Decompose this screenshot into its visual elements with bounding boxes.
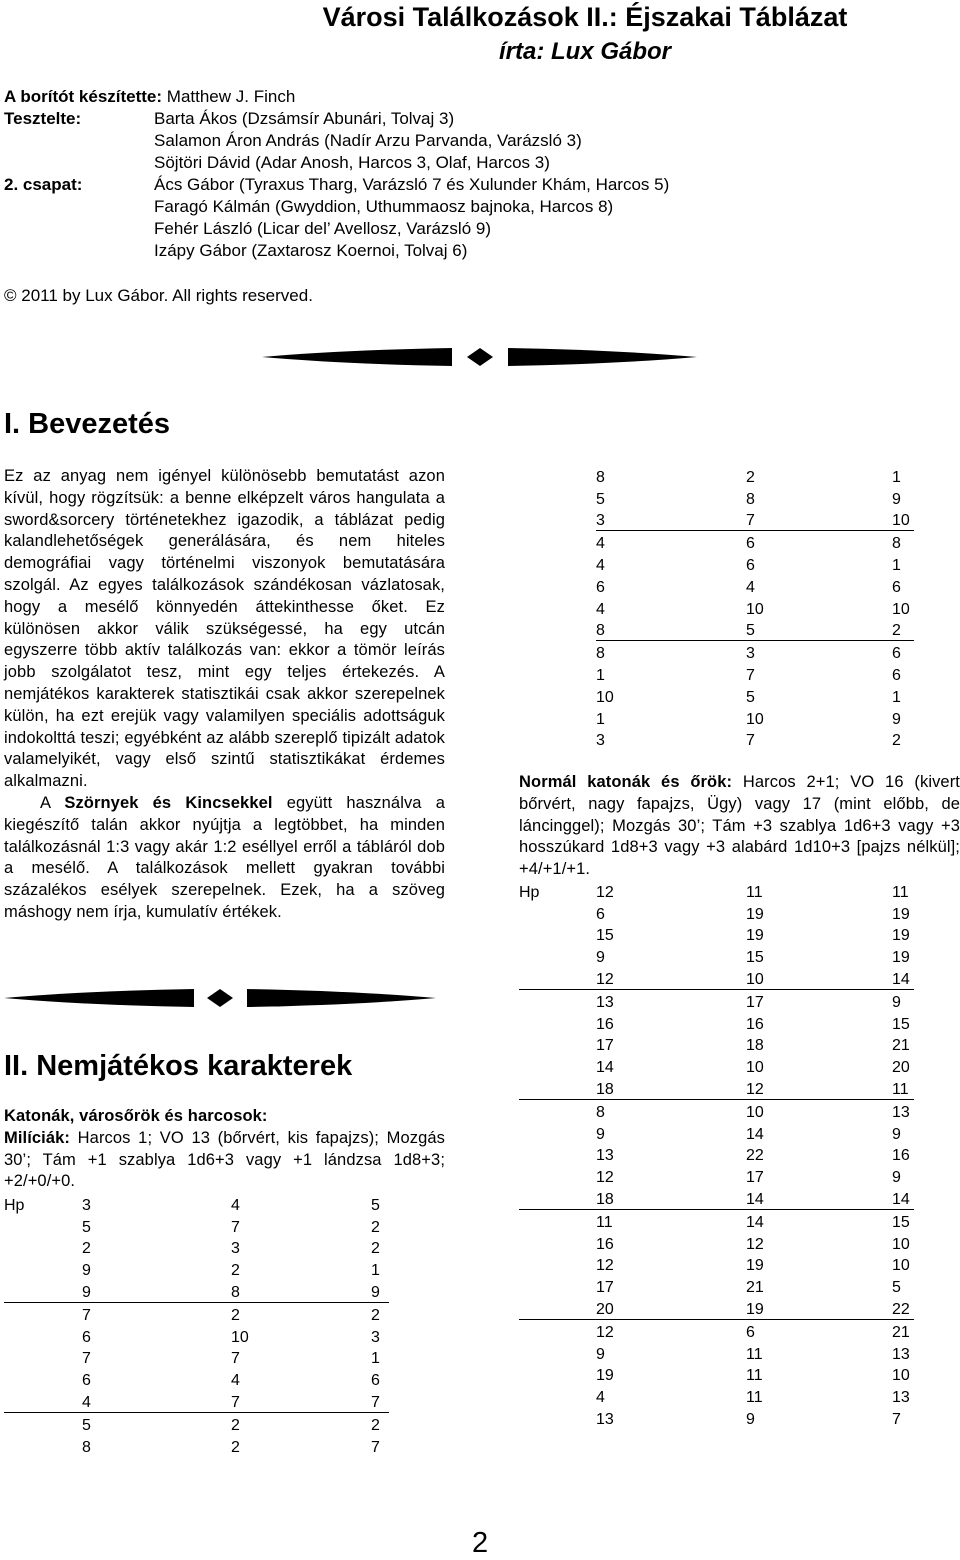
ornament-divider: [262, 346, 697, 368]
hp-value-cell: 22: [746, 1147, 764, 1165]
hp-value-cell: 21: [746, 1279, 764, 1297]
hp-value-cell: 6: [746, 556, 755, 574]
table-row: [4, 1193, 389, 1215]
table-row: [519, 945, 914, 967]
hp-value-cell: 19: [746, 1257, 764, 1275]
hp-label-cell: [519, 1319, 596, 1341]
hp-value-cell: 7: [231, 1390, 371, 1412]
table-row: [4, 1435, 389, 1457]
hp-value-cell: 19: [746, 1297, 892, 1319]
hp-value-cell: 3: [371, 1328, 380, 1346]
normal-hp-table: [519, 880, 914, 1429]
hp-value-cell: 3: [82, 1196, 91, 1214]
table-row: [519, 1364, 914, 1386]
hp-label-cell: [519, 1232, 596, 1254]
hp-value-cell: 21: [892, 1037, 910, 1055]
table-row: [519, 1407, 914, 1429]
hp-value-cell: 7: [746, 666, 755, 684]
hp-label-cell: [519, 1209, 596, 1231]
hp-value-cell: 19: [746, 927, 764, 945]
table-row: [519, 1099, 914, 1121]
hp-value-cell: 11: [746, 1389, 763, 1407]
hp-value-cell: 8: [82, 1438, 91, 1456]
hp-value-cell: 7: [746, 509, 892, 531]
section-heading: I. Bevezetés: [4, 408, 171, 440]
hp-value-cell: 14: [746, 1213, 764, 1231]
hp-label-cell: [519, 902, 596, 924]
table-row: [4, 1302, 389, 1324]
team2-line: Faragó Kálmán (Gwyddion, Uthummaosz bajnoka, Harcos 8): [154, 197, 614, 216]
hp-value-cell: 11: [892, 883, 909, 901]
hp-value-cell: 6: [82, 1372, 91, 1390]
hp-label-cell: [4, 1412, 82, 1434]
intro-text: [4, 466, 445, 924]
hp-value-cell: 5: [82, 1218, 91, 1236]
table-row: [519, 1319, 914, 1341]
hp-label-cell: [519, 1275, 596, 1297]
hp-label-cell: [519, 924, 596, 946]
npc-subheading: Katonák, városőrök és harcosok:: [4, 1107, 268, 1125]
hp-label-cell: [4, 1258, 82, 1280]
hp-value-cell: 5: [892, 1279, 901, 1297]
document-title: Városi Találkozások II.: Éjszakai Táblázat: [322, 2, 848, 32]
table-row: [596, 597, 914, 619]
hp-value-cell: 17: [596, 1037, 614, 1055]
testers-label: Tesztelte:: [4, 109, 82, 128]
hp-value-cell: 10: [746, 967, 892, 989]
hp-value-cell: 11: [892, 1077, 914, 1099]
team2-line: Izápy Gábor (Zaxtarosz Koernoi, Tolvaj 6): [154, 241, 468, 260]
hp-value-cell: 15: [596, 927, 614, 945]
hp-label-cell: [519, 1254, 596, 1276]
hp-value-cell: 4: [231, 1196, 240, 1214]
cover-name: Matthew J. Finch: [166, 87, 296, 106]
hp-value-cell: 9: [596, 1125, 605, 1143]
hp-value-cell: 19: [746, 905, 764, 923]
hp-value-cell: 19: [892, 927, 910, 945]
hp-value-cell: 17: [596, 1279, 614, 1297]
table-row: [519, 880, 914, 902]
hp-label-cell: [4, 1390, 82, 1412]
copyright-notice: © 2011 by Lux Gábor. All rights reserved.: [4, 286, 313, 305]
hp-label-cell: [519, 1187, 596, 1209]
hp-value-cell: 13: [892, 1345, 910, 1363]
hp-value-cell: 2: [231, 1306, 240, 1324]
ornament-divider: [4, 987, 436, 1009]
hp-value-cell: 13: [596, 1410, 614, 1428]
hp-value-cell: 3: [231, 1240, 240, 1258]
hp-value-cell: 11: [596, 1213, 613, 1231]
hp-value-cell: 7: [231, 1218, 240, 1236]
hp-value-cell: 9: [82, 1280, 231, 1302]
hp-value-cell: 6: [82, 1328, 91, 1346]
hp-value-cell: 2: [371, 1218, 380, 1236]
hp-label-cell: [519, 1077, 596, 1099]
table-row: [4, 1390, 389, 1412]
hp-label-cell: [4, 1237, 82, 1259]
hp-value-cell: 2: [746, 468, 755, 486]
hp-value-cell: 6: [596, 578, 605, 596]
hp-value-cell: 4: [231, 1372, 240, 1390]
table-row: [519, 924, 914, 946]
table-row: [596, 619, 914, 641]
hp-value-cell: 8: [596, 645, 605, 663]
hp-value-cell: 7: [371, 1438, 380, 1456]
hp-label-cell: [519, 1034, 596, 1056]
hp-value-cell: 9: [892, 710, 901, 728]
hp-value-cell: 2: [892, 619, 914, 641]
table-row: [519, 1209, 914, 1231]
hp-value-cell: 2: [371, 1306, 380, 1324]
hp-value-cell: 1: [892, 688, 901, 706]
hp-value-cell: 6: [892, 666, 901, 684]
militia-stats: Milíciák: Harcos 1; VO 13 (bőrvért, kis fapajzs); Mozgás 30’; Tám +1 szablya 1d6+3 vagy +1 lándzsa 1d8+3; +2/+0/+0.: [4, 1128, 445, 1191]
hp-label-cell: [519, 1385, 596, 1407]
hp-value-cell: 7: [231, 1350, 240, 1368]
intro-paragraph-2: A Szörnyek és Kincsekkel együtt használva a kiegészítő talán akkor nyújtja a legtöbbet, ha minden találkozásnál 1:3 vagy akár 1:2 eséllyel erről a tábláról dob a mesélő. A találkozások mellett gyakran további százalékos esélyek szerepelnek. Ezek, ha a szöveg máshogy nem írja, kumulatív értékek.: [4, 793, 445, 921]
table-row: [519, 1232, 914, 1254]
hp-value-cell: 19: [892, 949, 910, 967]
hp-label-cell: [4, 1302, 82, 1324]
table-row: [519, 1275, 914, 1297]
hp-value-cell: 16: [596, 1015, 614, 1033]
hp-value-cell: 14: [596, 1059, 614, 1077]
hp-value-cell: 8: [746, 490, 755, 508]
hp-value-cell: 15: [892, 1015, 910, 1033]
hp-value-cell: 1: [371, 1262, 380, 1280]
table-row: [4, 1280, 389, 1302]
hp-label-cell: [519, 1012, 596, 1034]
tester-line: Söjtöri Dávid (Adar Anosh, Harcos 3, Olaf, Harcos 3): [154, 153, 550, 172]
hp-value-cell: 8: [596, 1103, 605, 1121]
hp-value-cell: 6: [746, 1323, 755, 1341]
table-row: [596, 641, 914, 663]
hp-value-cell: 6: [746, 535, 755, 553]
table-row: [519, 1055, 914, 1077]
hp-value-cell: 9: [892, 1169, 901, 1187]
hp-value-cell: 1: [892, 468, 901, 486]
hp-value-cell: 7: [371, 1390, 389, 1412]
table-row: [4, 1368, 389, 1390]
militia-hp-table: [4, 1193, 389, 1457]
hp-value-cell: 10: [892, 509, 914, 531]
hp-value-cell: 18: [596, 1077, 746, 1099]
table-row: [4, 1347, 389, 1369]
hp-value-cell: 15: [892, 1213, 910, 1231]
hp-value-cell: 12: [596, 1257, 614, 1275]
hp-value-cell: 5: [596, 490, 605, 508]
hp-value-cell: 2: [371, 1416, 380, 1434]
normal-soldiers-text: [519, 772, 960, 881]
intro-paragraph-1: Ez az anyag nem igényel különösebb bemutatást azon kívül, hogy rögzítsük: a benne elképzelt város hangulata a sword&sorcery történetekhez igazodik, a táblázat pedig kalandlehetőségek generálására, és nem hiteles demográfiai vagy történelmi viszonyok bemutatására szolgál. Az egyes találkozások szándékosan vázlatosak, hogy a mesélő könnyedén áttekinthesse őket. Ez különösen akkor válik szükségessé, ha egy utcán egyszerre több aktív találkozás van: ekkor a tömör leírás jobb szolgálatot tesz, mint egy teljes értekezés. A nemjátékos karakterek statisztikái csak akkor szerepelnek külön, ha ezt erejük vagy valamilyen speciális adottságuk indokolttá teszi; egyébként az alább szereplő tipizált adatok valamelyikét, vagy első szintű statisztikákat érdemes alkalmazni.: [4, 467, 445, 791]
hp-value-cell: 3: [596, 509, 746, 531]
tester-line: Barta Ákos (Dzsámsír Abunári, Tolvaj 3): [154, 109, 455, 128]
table-row: [596, 685, 914, 707]
hp-label-cell: [4, 1347, 82, 1369]
hp-value-cell: 4: [596, 600, 605, 618]
hp-value-cell: 10: [892, 1367, 910, 1385]
cover-label: A borítót készítette:: [4, 87, 163, 106]
hp-value-cell: 9: [596, 949, 605, 967]
table-row: [4, 1325, 389, 1347]
author-line: írta: Lux Gábor: [498, 38, 672, 65]
hp-label-cell: [519, 1407, 596, 1429]
hp-label-cell: [4, 1280, 82, 1302]
hp-value-cell: 13: [596, 993, 614, 1011]
table-row: [519, 1187, 914, 1209]
table-row: [519, 902, 914, 924]
hp-value-cell: 22: [892, 1297, 914, 1319]
table-row: [4, 1215, 389, 1237]
hp-value-cell: 21: [892, 1323, 910, 1341]
table-row: [596, 553, 914, 575]
hp-value-cell: 10: [746, 600, 764, 618]
hp-value-cell: 10: [746, 1059, 764, 1077]
table-row: [596, 663, 914, 685]
hp-label-cell: [519, 1364, 596, 1386]
hp-value-cell: 13: [892, 1389, 910, 1407]
table-row: [596, 487, 914, 509]
hp-value-cell: 19: [892, 905, 910, 923]
hp-value-cell: 2: [892, 732, 901, 750]
hp-value-cell: 10: [596, 688, 614, 706]
table-row: [519, 1034, 914, 1056]
hp-value-cell: 6: [371, 1372, 380, 1390]
table-row: [596, 575, 914, 597]
hp-value-cell: 4: [82, 1390, 231, 1412]
team2-line: Ács Gábor (Tyraxus Tharg, Varázsló 7 és Xulunder Khám, Harcos 5): [154, 175, 670, 194]
hp-value-cell: 2: [231, 1438, 240, 1456]
hp-value-cell: 5: [371, 1196, 380, 1214]
hp-value-cell: 10: [892, 1257, 910, 1275]
hp-label-cell: [519, 945, 596, 967]
hp-value-cell: 3: [746, 645, 755, 663]
hp-value-cell: 12: [596, 1169, 614, 1187]
hp-label-cell: [519, 1144, 596, 1166]
hp-value-cell: 12: [746, 1077, 892, 1099]
table-row: [596, 707, 914, 729]
hp-label-cell: [519, 1342, 596, 1364]
hp-label-cell: [519, 1165, 596, 1187]
credits: [4, 86, 954, 262]
hp-value-cell: 1: [596, 666, 605, 684]
hp-value-cell: 5: [746, 688, 755, 706]
hp-value-cell: 7: [82, 1306, 91, 1324]
table-row: [4, 1258, 389, 1280]
hp-value-cell: 7: [82, 1350, 91, 1368]
hp-value-cell: 4: [596, 1389, 605, 1407]
section-heading: II. Nemjátékos karakterek: [4, 1050, 353, 1082]
hp-label-cell: [519, 989, 596, 1011]
hp-value-cell: 18: [596, 1187, 746, 1209]
hp-label-cell: Hp: [4, 1196, 25, 1214]
hp-value-cell: 14: [746, 1187, 892, 1209]
hp-value-cell: 16: [746, 1015, 764, 1033]
hp-value-cell: 14: [892, 1187, 914, 1209]
hp-value-cell: 12: [596, 967, 746, 989]
hp-value-cell: 5: [746, 619, 892, 641]
hp-value-cell: 7: [746, 732, 755, 750]
table-row: [4, 1412, 389, 1434]
table-row: [596, 465, 914, 487]
hp-value-cell: 9: [596, 1345, 605, 1363]
hp-value-cell: 4: [596, 556, 605, 574]
hp-value-cell: 17: [746, 993, 764, 1011]
hp-value-cell: 7: [892, 1410, 901, 1428]
table-row: [596, 531, 914, 553]
hp-value-cell: 16: [596, 1235, 614, 1253]
hp-value-cell: 9: [892, 490, 901, 508]
hp-value-cell: 4: [746, 578, 755, 596]
hp-value-cell: 10: [231, 1328, 249, 1346]
hp-value-cell: 8: [596, 468, 605, 486]
table-row: [519, 1144, 914, 1166]
table-row: [519, 1122, 914, 1144]
hp-value-cell: 1: [371, 1350, 380, 1368]
table-row: [519, 1165, 914, 1187]
hp-value-cell: 2: [231, 1262, 240, 1280]
hp-label-cell: [4, 1368, 82, 1390]
hp-value-cell: 10: [892, 1235, 910, 1253]
hp-value-cell: 2: [231, 1416, 240, 1434]
hp-value-cell: 9: [371, 1280, 389, 1302]
hp-value-cell: 14: [746, 1125, 764, 1143]
table-row: [519, 989, 914, 1011]
hp-value-cell: 11: [746, 883, 763, 901]
hp-label-cell: [519, 1297, 596, 1319]
hp-label-cell: [4, 1325, 82, 1347]
table-row: [519, 1342, 914, 1364]
table-row: [596, 729, 914, 751]
hp-value-cell: 3: [596, 732, 605, 750]
hp-value-cell: 15: [746, 949, 764, 967]
hp-value-cell: 9: [892, 1125, 901, 1143]
table-row: [4, 1237, 389, 1259]
hp-value-cell: 5: [82, 1416, 91, 1434]
hp-label-cell: [519, 1099, 596, 1121]
hp-value-cell: 6: [892, 578, 901, 596]
table-row: [519, 1385, 914, 1407]
hp-value-cell: 1: [892, 556, 901, 574]
hp-value-cell: 9: [892, 993, 901, 1011]
hp-value-cell: 4: [596, 535, 605, 553]
hp-value-cell: 2: [371, 1240, 380, 1258]
hp-label-cell: [519, 967, 596, 989]
hp-value-cell: 9: [82, 1262, 91, 1280]
hp-label-cell: [519, 1122, 596, 1144]
table-row: [519, 1012, 914, 1034]
hp-value-cell: 13: [596, 1147, 614, 1165]
cover-credit: [4, 86, 954, 108]
team2-label: 2. csapat:: [4, 175, 83, 194]
hp-value-cell: 12: [596, 883, 614, 901]
militia-hp-table-continued: [596, 465, 914, 750]
page-number: 2: [472, 1527, 489, 1559]
hp-label-cell: [4, 1215, 82, 1237]
hp-value-cell: 17: [746, 1169, 764, 1187]
team2-line: Fehér László (Licar del’ Avellosz, Varázsló 9): [154, 219, 492, 238]
hp-value-cell: 11: [746, 1345, 763, 1363]
hp-value-cell: 2: [82, 1240, 91, 1258]
team2-row: [4, 174, 954, 196]
normal-soldiers-stats: Normál katonák és őrök: Harcos 2+1; VO 16 (kivert bőrvért, nagy fapajzs, Ügy) vagy 17 (mint előbb, de láncinggel); Mozgás 30’; Tám +3 szablya 1d6+3 vagy +3 hosszúkard 1d8+3 vagy +3 alabárd 1d10+3 [pajzs nélkül]; +4/+1/+1.: [519, 773, 960, 879]
hp-value-cell: 6: [892, 645, 901, 663]
hp-value-cell: 9: [746, 1410, 755, 1428]
tester-line: Salamon Áron András (Nadír Arzu Parvanda, Varázsló 3): [154, 131, 582, 150]
hp-value-cell: 20: [892, 1059, 910, 1077]
table-row: [519, 967, 914, 989]
hp-value-cell: 11: [746, 1367, 763, 1385]
hp-value-cell: 8: [596, 619, 746, 641]
hp-label-cell: Hp: [519, 883, 540, 901]
hp-value-cell: 10: [746, 710, 764, 728]
hp-value-cell: 12: [596, 1323, 614, 1341]
npc-text: [4, 1106, 445, 1193]
hp-value-cell: 1: [596, 710, 605, 728]
hp-label-cell: [519, 1055, 596, 1077]
hp-value-cell: 20: [596, 1297, 746, 1319]
testers-row: [4, 108, 954, 130]
table-row: [596, 509, 914, 531]
hp-value-cell: 6: [596, 905, 605, 923]
hp-value-cell: 12: [746, 1235, 764, 1253]
hp-value-cell: 14: [892, 967, 914, 989]
hp-value-cell: 10: [746, 1103, 764, 1121]
table-row: [519, 1077, 914, 1099]
hp-value-cell: 8: [231, 1280, 371, 1302]
hp-value-cell: 8: [892, 535, 901, 553]
table-row: [519, 1254, 914, 1276]
hp-label-cell: [4, 1435, 82, 1457]
hp-value-cell: 13: [892, 1103, 910, 1121]
table-row: [519, 1297, 914, 1319]
hp-value-cell: 18: [746, 1037, 764, 1055]
hp-value-cell: 19: [596, 1367, 614, 1385]
hp-value-cell: 16: [892, 1147, 910, 1165]
hp-value-cell: 10: [892, 600, 910, 618]
